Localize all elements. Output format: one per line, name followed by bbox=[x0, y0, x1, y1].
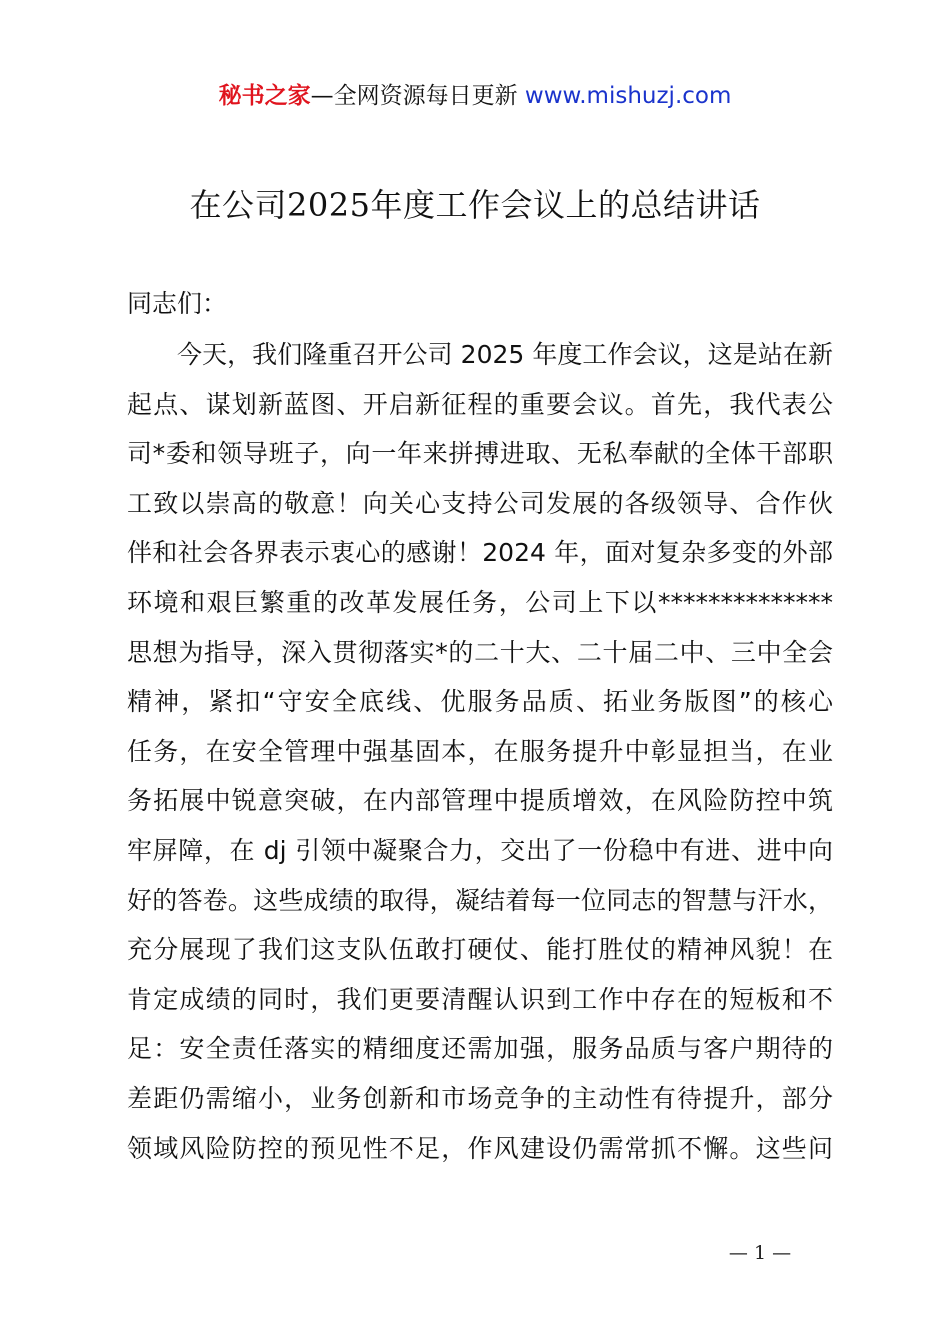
brand-slogan: —全网资源每日更新 bbox=[310, 83, 518, 109]
paragraph-line: 起点、谋划新蓝图、开启新征程的重要会议。首先，我代表公 bbox=[127, 389, 833, 419]
paragraph-line: 精神，紧扣“守安全底线、优服务品质、拓业务版图”的核心 bbox=[127, 687, 833, 717]
page-number: — 1 — bbox=[728, 1242, 792, 1264]
paragraph-line: 领域风险防控的预见性不足，作风建设仍需常抓不懈。这些问 bbox=[127, 1133, 833, 1163]
paragraph-line: 充分展现了我们这支队伍敢打硬仗、能打胜仗的精神风貌！在 bbox=[127, 935, 833, 965]
paragraph-line: 司*委和领导班子，向一年来拼搏进取、无私奉献的全体干部职 bbox=[127, 439, 833, 469]
paragraph-line: 工致以崇高的敬意！向关心支持公司发展的各级领导、合作伙 bbox=[127, 488, 833, 518]
paragraph-line: 足：安全责任落实的精细度还需加强，服务品质与客户期待的 bbox=[127, 1034, 833, 1064]
body-paragraph bbox=[127, 330, 833, 1173]
paragraph-line: 今天，我们隆重召开公司 2025 年度工作会议，这是站在新 bbox=[177, 340, 833, 369]
paragraph-line: 伴和社会各界表示衷心的感谢！2024 年，面对复杂多变的外部 bbox=[127, 538, 833, 568]
paragraph-line: 肯定成绩的同时，我们更要清醒认识到工作中存在的短板和不 bbox=[127, 984, 833, 1014]
document-title: 在公司2025年度工作会议上的总结讲话 bbox=[189, 186, 761, 224]
paragraph-line: 思想为指导，深入贯彻落实*的二十大、二十届二中、三中全会 bbox=[127, 637, 833, 667]
paragraph-line: 务拓展中锐意突破，在内部管理中提质增效，在风险防控中筑 bbox=[127, 786, 833, 816]
paragraph-line: 任务，在安全管理中强基固本，在服务提升中彰显担当，在业 bbox=[127, 736, 833, 766]
paragraph-line: 环境和艰巨繁重的改革发展任务，公司上下以************** bbox=[127, 587, 833, 617]
brand-name: 秘书之家 bbox=[218, 83, 311, 109]
paragraph-line: 差距仍需缩小，业务创新和市场竞争的主动性有待提升，部分 bbox=[127, 1083, 833, 1113]
paragraph-line: 牢屏障，在 dj 引领中凝聚合力，交出了一份稳中有进、进中向 bbox=[127, 835, 833, 865]
salutation: 同志们： bbox=[127, 289, 228, 318]
site-url-link[interactable]: www.mishuzj.com bbox=[524, 83, 732, 109]
site-header bbox=[0, 80, 950, 112]
paragraph-line: 好的答卷。这些成绩的取得，凝结着每一位同志的智慧与汗水， bbox=[127, 885, 833, 915]
